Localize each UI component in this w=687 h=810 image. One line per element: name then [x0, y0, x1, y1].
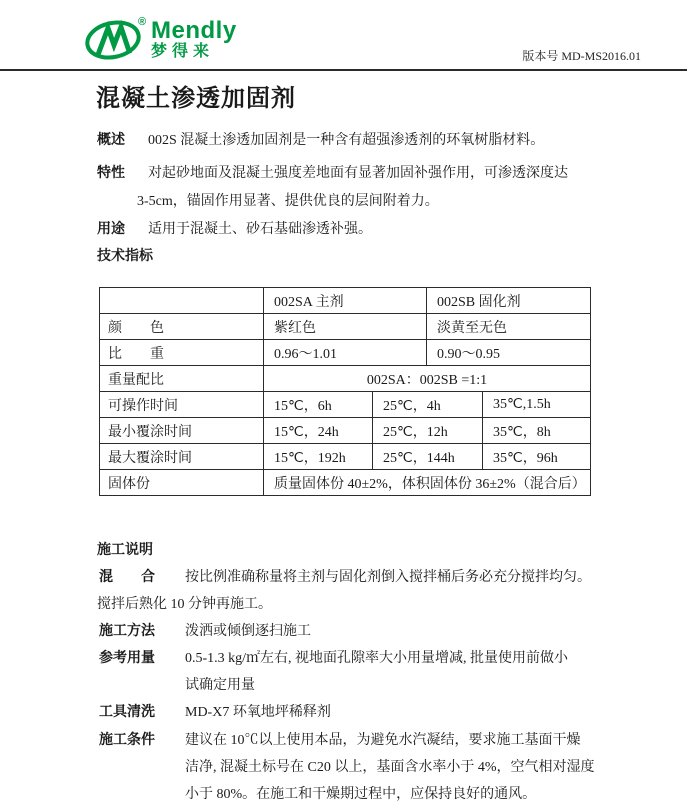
overview-row — [97, 131, 544, 151]
brand-logo — [84, 17, 237, 63]
condition-text-line3: 小于 80%。在施工和干燥期过程中，应保持良好的通风。 — [185, 787, 537, 802]
table-cell: 35℃，8h — [483, 418, 591, 444]
table-cell: 35℃,1.5h — [483, 392, 591, 418]
brand-name-cn: 梦得来 — [151, 43, 215, 60]
table-cell: 颜 色 — [100, 314, 264, 340]
mixing-row-continued — [97, 595, 272, 615]
feature-row — [97, 164, 568, 184]
table-cell — [100, 288, 264, 314]
version-label: 版本号 MD-MS2016.01 — [522, 49, 641, 63]
condition-row-continued-2 — [185, 785, 536, 805]
method-label: 施工方法 — [99, 624, 155, 639]
table-cell: 比 重 — [100, 340, 264, 366]
table-row-products — [100, 288, 591, 314]
header-divider — [0, 69, 687, 71]
table-cell-main-agent: 002SA 主剂 — [264, 288, 427, 314]
table-cell: 25℃，144h — [373, 444, 483, 470]
table-row-mix-ratio — [100, 366, 591, 392]
table-cell: 重量配比 — [100, 366, 264, 392]
table-cell: 25℃，12h — [373, 418, 483, 444]
usage-text: 适用于混凝土、砂石基础渗透补强。 — [148, 222, 372, 237]
dosage-label: 参考用量 — [99, 651, 155, 666]
mixing-label: 混 合 — [99, 570, 155, 585]
table-row-specific-gravity — [100, 340, 591, 366]
cleaning-row — [99, 703, 331, 723]
table-cell: 固体份 — [100, 470, 264, 496]
cleaning-text: MD-X7 环氧地坪稀释剂 — [185, 705, 331, 720]
condition-row — [99, 731, 581, 751]
usage-label: 用途 — [97, 222, 125, 237]
dosage-row — [99, 649, 568, 669]
overview-text: 002S 混凝土渗透加固剂是一种含有超强渗透剂的环氧树脂材料。 — [148, 133, 545, 148]
table-cell: 最大覆涂时间 — [100, 444, 264, 470]
usage-row — [97, 220, 372, 240]
condition-text-line2: 洁净, 混凝土标号在 C20 以上，基面含水率小于 4%，空气相对湿度 — [185, 760, 595, 775]
table-cell-hardener: 002SB 固化剂 — [427, 288, 591, 314]
brand-emblem-icon — [84, 17, 142, 63]
table-cell: 25℃，4h — [373, 392, 483, 418]
brand-name-latin: Mendly — [151, 17, 237, 44]
table-cell: 可操作时间 — [100, 392, 264, 418]
tech-spec-table — [99, 287, 591, 496]
table-row-color — [100, 314, 591, 340]
feature-text-line1: 对起砂地面及混凝土强度差地面有显著加固补强作用，可渗透深度达 — [148, 166, 568, 181]
feature-label: 特性 — [97, 166, 125, 181]
table-cell: 紫红色 — [264, 314, 427, 340]
dosage-text-line1: 0.5-1.3 kg/㎡左右, 视地面孔隙率大小用量增减, 批量使用前做小 — [185, 651, 569, 666]
tech-spec-heading: 技术指标 — [97, 249, 153, 264]
mixing-text-line1: 按比例准确称量将主剂与固化剂倒入搅拌桶后务必充分搅拌均匀。 — [185, 570, 591, 585]
method-row — [99, 622, 311, 642]
table-row-pot-life — [100, 392, 591, 418]
table-cell: 15℃，24h — [264, 418, 373, 444]
feature-text-line2: 3-5cm，锚固作用显著、提供优良的层间附着力。 — [137, 194, 439, 209]
table-cell: 0.96～1.01 — [264, 340, 427, 366]
table-cell: 0.90～0.95 — [427, 340, 591, 366]
table-cell: 15℃，6h — [264, 392, 373, 418]
table-cell-ratio: 002SA：002SB =1:1 — [264, 366, 591, 392]
method-text: 泼洒或倾倒逐扫施工 — [185, 624, 311, 639]
table-row-min-recoat — [100, 418, 591, 444]
feature-row-continued — [137, 192, 439, 212]
table-row-max-recoat — [100, 444, 591, 470]
condition-text-line1: 建议在 10℃以上使用本品，为避免水汽凝结，要求施工基面干燥 — [185, 733, 581, 748]
table-cell: 35℃，96h — [483, 444, 591, 470]
brand-wordmark — [151, 17, 237, 61]
dosage-row-continued — [185, 676, 255, 696]
table-cell: 最小覆涂时间 — [100, 418, 264, 444]
overview-label: 概述 — [97, 133, 125, 148]
construction-heading: 施工说明 — [97, 543, 153, 558]
table-cell: 15℃，192h — [264, 444, 373, 470]
table-row-solid-content — [100, 470, 591, 496]
condition-row-continued — [185, 758, 595, 778]
mixing-row — [99, 568, 591, 588]
table-cell: 淡黄至无色 — [427, 314, 591, 340]
registered-mark: ® — [138, 16, 147, 28]
mixing-text-line2: 搅拌后熟化 10 分钟再施工。 — [97, 597, 272, 612]
cleaning-label: 工具清洗 — [99, 705, 155, 720]
table-cell-solids: 质量固体份 40±2%，体积固体份 36±2%（混合后） — [264, 470, 591, 496]
page-title: 混凝土渗透加固剂 — [96, 85, 296, 112]
condition-label: 施工条件 — [99, 733, 155, 748]
dosage-text-line2: 试确定用量 — [185, 678, 255, 693]
